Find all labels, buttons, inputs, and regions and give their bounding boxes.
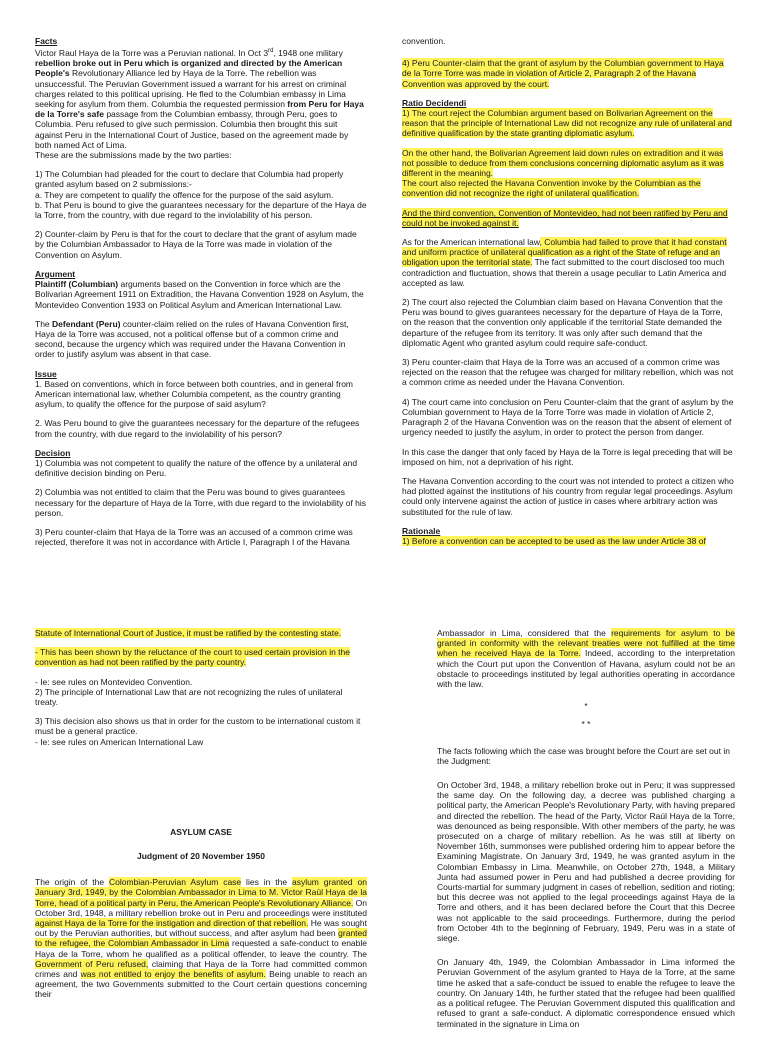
issue-heading: Issue [35, 368, 57, 379]
document-page-2 [0, 620, 768, 1029]
facts-heading: Facts [35, 36, 58, 46]
custom-paragraph: 3) This decision also shows us that in order for the custom to be international custom it must be a general practice. - Ie: see rules on American International Law [35, 716, 361, 747]
october-paragraph: On October 3rd, 1948, a military rebellion broke out in Peru; it was suppressed the same day. On the following day, a decree was published charging a political party, the American People's Revolutionary Party, with having prepared and directed the rebellion. The head of the Party, Victor Raúl Haya de la Torre, was denounced as being responsible. With other members of the party, he was prosecuted on a charge of military rebellion. As he was still at liberty on November 16th, summonses were published ordering him to appear before the Examining Magistrate. On January 3rd, 1949, he was granted asylum in the Colombian Embassy in Lima. Meanwhile, on October 27th, 1948, a Military Junta had assumed power in Peru and had published a decree providing for Courts-martial for summary judgment in cases of rebellion, sedition and rioting; but this decree was not applied to the legal proceedings against Haya de la Torre and others, and it has been declared before the Court that this Decree was not applicable to the said proceedings. Furthermore, during the period from October 4th to the beginning of February, 1949, Peru was in a state of siege. [437, 780, 735, 944]
facts-paragraph: Victor Raul Haya de la Torre was a Peruvian national. In Oct 3rd, 1948 one military rebellion broke out in Peru which is organized and directed by the American People's Revolutionary Alliance led by Haya de la Torre. The rebellion was unsuccessful. The Peruvian Government issued a warrant for his arrest on criminal charges related to this political uprising. He fled to the Columbian embassy in Lima seeking for asylum from them. Columbia the requested permission from Peru for Haya de la Torre's safe passage from the Columbian embassy, through Peru, goes to Columbia. Peru refused to give such permission. Columbia then brought this suit against Peru in the International Court of Justice, based on the agreement made by both named Act of Lima. [35, 48, 364, 150]
page-gap [0, 586, 768, 620]
shown-paragraph: - This has been shown by the reluctance of the court to used certain provision in the convention as had not been ratified by the party country. [35, 647, 350, 668]
judgment-date: Judgment of 20 November 1950 [136, 851, 265, 862]
decision-1: 1) Columbia was not competent to qualify the nature of the offence by a unilateral and definitive decision binding on Peru. [35, 457, 358, 479]
argument-heading: Argument [35, 268, 76, 279]
ratio-2: On the other hand, the Bolivarian Agreement laid down rules on extradition and it was not possible to deduce from them conclusions concerning diplomatic asylum as it was different in the meaning. The court also rejected the Havana Convention invoke by the Columbian as the convention did not recognize the right of unilateral qualification. [402, 147, 724, 199]
case-title: ASYLUM CASE [170, 826, 232, 837]
rationale-1: 1) Before a convention can be accepted to be used as the law under Article 38 of [402, 535, 706, 546]
ratio-heading: Ratio Decidendi [402, 97, 467, 108]
convention-continued: convention. [402, 36, 446, 46]
page2-left-column [35, 628, 367, 1009]
section-separator-stars: * * [581, 719, 591, 730]
page1-right-column [402, 36, 734, 555]
decision-4: 4) Peru Counter-claim that the grant of asylum by the Columbian government to Haya de la Torre Torre was made in violation of Article 2, Paragraph 2 of the Havana Convention was approved by the court. [402, 58, 724, 89]
ie-montevideo: - Ie: see rules on Montevideo Convention. 2) The principle of International Law that are not recognizing the rules of unilateral treaty. [35, 676, 343, 708]
page1-left-column [35, 36, 367, 556]
origin-paragraph: The origin of the Colombian-Peruvian Asylum case lies in the asylum granted on January 3rd, 1949, by the Colombian Ambassador in Lima to M. Victor Raúl Haya de la Torre, head of a political party in Peru, the American People's Revolutionary Alliance. On October 3rd, 1948, a military rebellion broke out in Peru and proceedings were instituted against Haya de la Torre for the instigation and direction of that rebellion. He was sought out by the Peruvian authorities, but without success, and after asylum had been granted to the refugee, the Colombian Ambassador in Lima requested a safe-conduct to enable Haya de la Torre, whom he qualified as a political offender, to leave the country. The Government of Peru refused, claiming that Haya de la Torre had committed common crimes and was not entitled to enjoy the benefits of asylum. Being unable to reach an agreement, the two Governments submitted to the Court certain questions concerning their [35, 877, 368, 1000]
issue-1: 1. Based on conventions, which in force between both countries, and in general from American international law, whether Columbia competent, as the country granting asylum, to qualify the offence for the purpose of said asylum? [35, 378, 353, 410]
ratio-r4: 4) The court came into conclusion on Peru Counter-claim that the grant of asylum by the Columbian government to Haya de la Torre Torre was made in violation of Article 2, Paragraph 2 of the Havana Convention was on the reason that the absent of element of urgency needed to justify the asylum, in order to protect the person from danger. [402, 396, 734, 438]
ratio-r3: 3) Peru counter-claim that Haya de la Torre was an accused of a common crime was rejected on the reason that the refugee was charged for military rebellion, which was not a common crime as needed under the Havana Convention. [402, 357, 734, 388]
facts-submissions-intro: These are the submissions made by the two parties: [35, 150, 232, 161]
ambassador-paragraph: Ambassador in Lima, considered that the requirements for asylum to be granted in conformity with the relevant treaties were not fulfilled at the time when he received Haya de la Torre. Indeed, according to the interpretation which the Court put upon the Convention of Havana, asylum could not be an obstacle to proceedings instituted by legal authorities operating in accordance with the law. [437, 628, 736, 690]
decision-3: 3) Peru counter-claim that Haya de la Torre was an accused of a common crime was rejected, therefore it was not in accordance with Article I, Paragraph I of the Havana [35, 526, 353, 548]
submission-1: 1) The Columbian had pleaded for the court to declare that Columbia had properly granted asylum based on 2 submissions:- a. They are competent to qualify the offence for the purpose of the said asylum. b. That Peru is bound to give the guarantees necessary for the departure of the Haya de la Torre, from the country, with due regard to the inviolability of his person. [35, 169, 367, 221]
section-separator-star: * [584, 701, 588, 712]
ratio-r2: 2) The court also rejected the Columbian claim based on Havana Convention that the Peru was bound to gives guarantees necessary for the departure of Haya de la Torre, on the reason that the convention only applicable if the territorial State demanded the departure of the refugee from its territory. It was only after such demand that the diplomatic Agent who granted asylum could require safe-conduct. [402, 297, 723, 348]
statute-paragraph: Statute of International Court of Justice, it must be ratified by the contesting state. [35, 628, 342, 638]
rationale-heading: Rationale [402, 525, 441, 536]
american-law-paragraph: As for the American international law, Columbia had failed to prove that it had constant and uniform practice of unilateral qualification as a right of the State of refuge and an obligation upon the territorial state. The fact submitted to the court disclosed too much contradiction and fluctuation, shows that therein a usage peculiar to Latin America and accepted as law. [402, 237, 727, 288]
ratio-1: 1) The court reject the Columbian argument based on Bolivarian Agreement on the reason that the principle of International Law did not recognize any rule of unilateral and definitive qualification by the state granting diplomatic asylum. [402, 108, 732, 139]
argument-defendant: The Defendant (Peru) counter-claim relied on the rules of Havana Convention first, Haya de la Torre was accused, not a political offense but of a common crime and second, because the urgency which was required under the Havana Convention in order to justify asylum was absent in that case. [35, 318, 349, 360]
ratio-3: And the third convention, Convention of Montevideo, had not been ratified by Peru and could not be invoked against it. [402, 207, 728, 228]
decision-2: 2) Columbia was not entitled to claim that the Peru was bound to gives guarantees necessary for the departure of Haya de la Torre, with due regard to the inviolability of his person. [35, 487, 367, 518]
page2-right-column [437, 628, 735, 1038]
january-paragraph: On January 4th, 1949, the Colombian Ambassador in Lima informed the Peruvian Government of the asylum granted to Haya de la Torre, at the same time he asked that a safe-conduct be issued to enable the refugee to leave the country. On January 14th, he further stated that the refugee had been qualified as a political refugee. The Peruvian Government disputed this qualification and refused to grant a safe-conduct. A diplomatic correspondence ensued which terminated in the signature in Lima on [437, 957, 735, 1029]
decision-heading: Decision [35, 447, 71, 458]
submission-2: 2) Counter-claim by Peru is that for the court to declare that the grant of asylum made by the Columbian Ambassador to Haya de la Torre was made in violation of the Convention on Asylum. [35, 229, 357, 260]
issue-2: 2. Was Peru bound to give the guarantees necessary for the departure of the refugees from the country, with due regard to the inviolability of his person? [35, 418, 360, 439]
argument-plaintiff: Plaintiff (Columbian) arguments based on the Convention in force which are the Bolivarian Agreement 1911 on Extradition, the Havana Convention 1928 on Asylum, the Montevideo Convention 1933 on Political Asylum and American International Law. [35, 279, 364, 310]
havana-paragraph: The Havana Convention according to the court was not intended to protect a citizen who had plotted against the institutions of his country from regular legal proceedings. Asylum could only intervene against the action of justice in cases where arbitrary action was substituted for the rule of law. [402, 475, 734, 517]
danger-paragraph: In this case the danger that only faced by Haya de la Torre is legal preceding that will be imposed on him, not a deprivation of his right. [402, 446, 733, 467]
facts-intro: The facts following which the case was brought before the Court are set out in the Judgment: [437, 745, 730, 766]
